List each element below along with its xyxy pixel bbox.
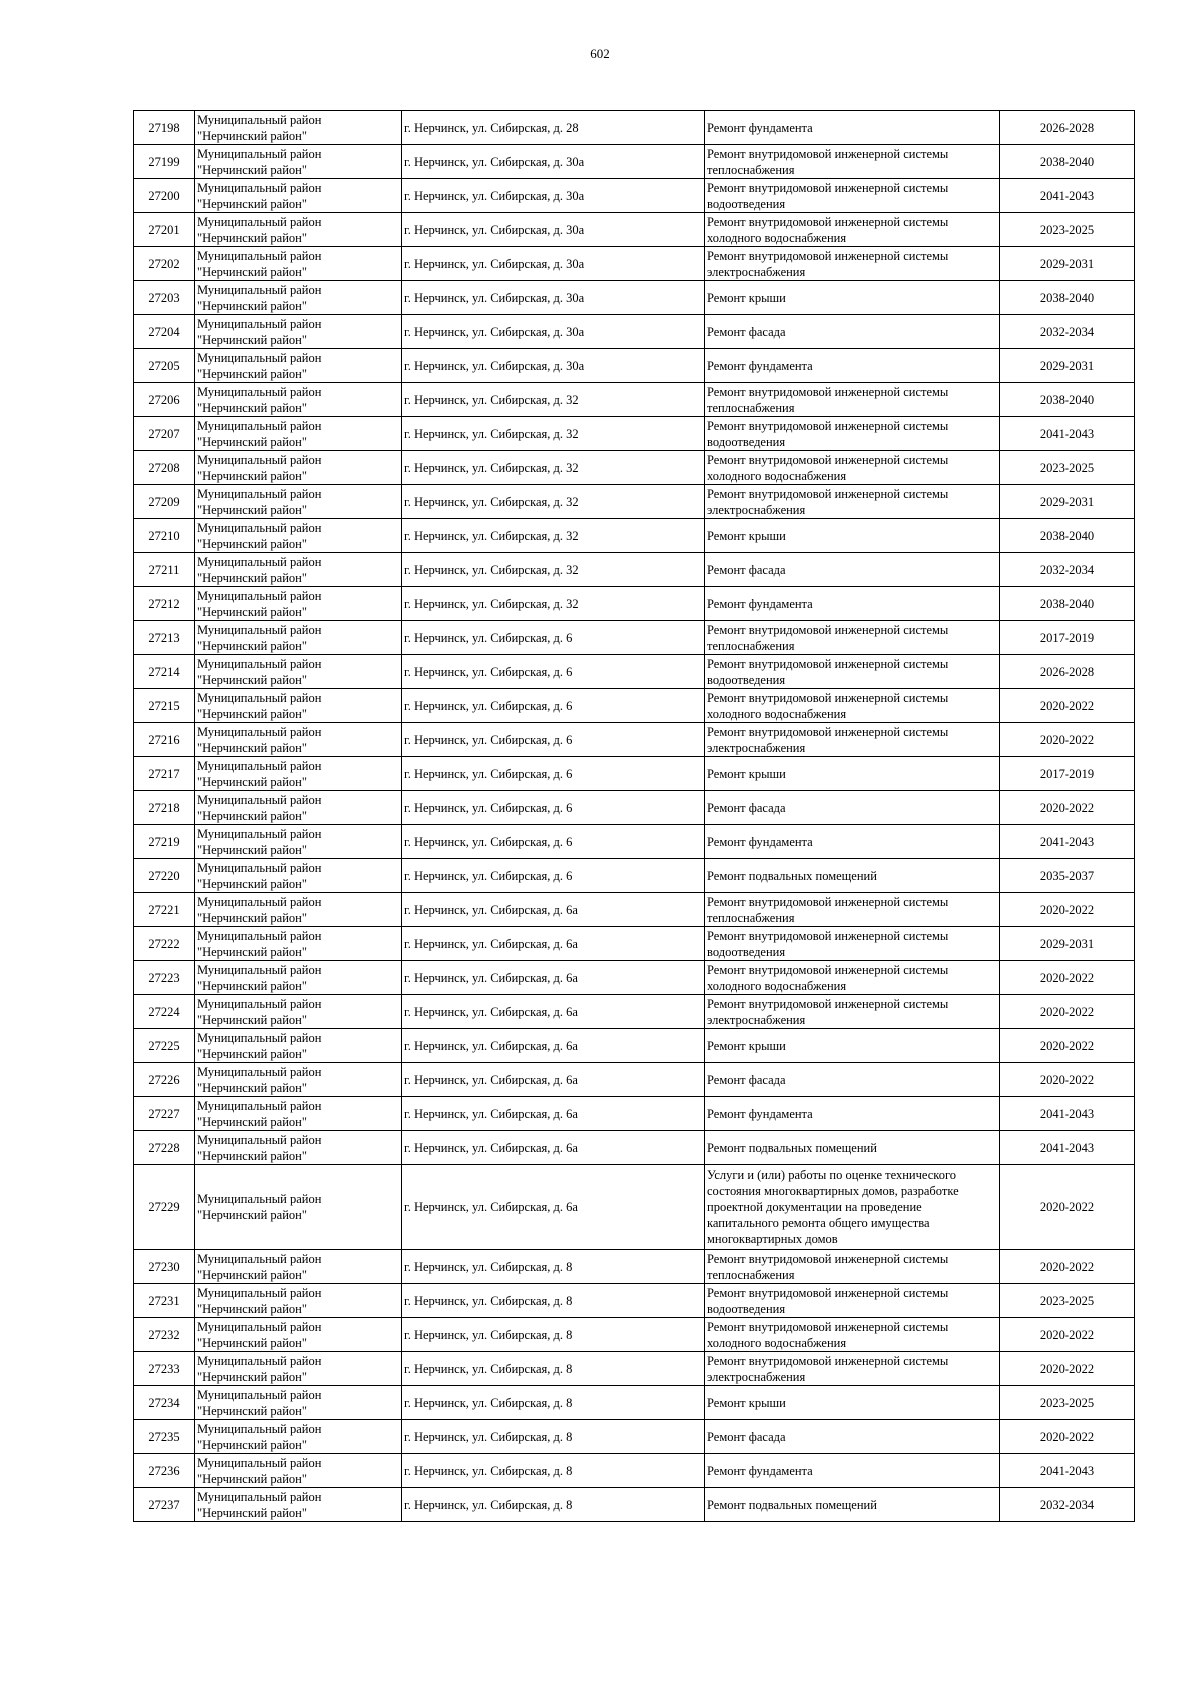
row-number-cell: 27219 xyxy=(134,825,195,859)
district-cell: Муниципальный район "Нерчинский район" xyxy=(195,723,402,757)
table-row xyxy=(134,893,1135,927)
period-cell: 2041-2043 xyxy=(1000,179,1135,213)
work-type-cell: Ремонт крыши xyxy=(705,1029,1000,1063)
address-cell: г. Нерчинск, ул. Сибирская, д. 6а xyxy=(402,1029,705,1063)
work-type-cell: Ремонт фасада xyxy=(705,791,1000,825)
period-cell: 2023-2025 xyxy=(1000,213,1135,247)
address-cell: г. Нерчинск, ул. Сибирская, д. 32 xyxy=(402,519,705,553)
work-type-cell: Ремонт внутридомовой инженерной системы электроснабжения xyxy=(705,723,1000,757)
row-number-cell: 27233 xyxy=(134,1352,195,1386)
address-cell: г. Нерчинск, ул. Сибирская, д. 6а xyxy=(402,1165,705,1250)
table-row xyxy=(134,111,1135,145)
district-cell: Муниципальный район "Нерчинский район" xyxy=(195,145,402,179)
table-row xyxy=(134,961,1135,995)
table-row xyxy=(134,791,1135,825)
period-cell: 2020-2022 xyxy=(1000,893,1135,927)
period-cell: 2029-2031 xyxy=(1000,247,1135,281)
period-cell: 2026-2028 xyxy=(1000,655,1135,689)
work-type-cell: Ремонт внутридомовой инженерной системы водоотведения xyxy=(705,655,1000,689)
district-cell: Муниципальный район "Нерчинский район" xyxy=(195,825,402,859)
row-number-cell: 27228 xyxy=(134,1131,195,1165)
table-row xyxy=(134,179,1135,213)
work-type-cell: Ремонт внутридомовой инженерной системы водоотведения xyxy=(705,417,1000,451)
address-cell: г. Нерчинск, ул. Сибирская, д. 6 xyxy=(402,859,705,893)
table-row xyxy=(134,1063,1135,1097)
work-type-cell: Ремонт внутридомовой инженерной системы теплоснабжения xyxy=(705,145,1000,179)
address-cell: г. Нерчинск, ул. Сибирская, д. 8 xyxy=(402,1318,705,1352)
row-number-cell: 27220 xyxy=(134,859,195,893)
work-type-cell: Ремонт крыши xyxy=(705,519,1000,553)
district-cell: Муниципальный район "Нерчинский район" xyxy=(195,859,402,893)
address-cell: г. Нерчинск, ул. Сибирская, д. 8 xyxy=(402,1386,705,1420)
table-row xyxy=(134,927,1135,961)
period-cell: 2032-2034 xyxy=(1000,553,1135,587)
district-cell: Муниципальный район "Нерчинский район" xyxy=(195,281,402,315)
district-cell: Муниципальный район "Нерчинский район" xyxy=(195,1029,402,1063)
address-cell: г. Нерчинск, ул. Сибирская, д. 8 xyxy=(402,1250,705,1284)
district-cell: Муниципальный район "Нерчинский район" xyxy=(195,791,402,825)
district-cell: Муниципальный район "Нерчинский район" xyxy=(195,179,402,213)
table-row xyxy=(134,689,1135,723)
period-cell: 2020-2022 xyxy=(1000,791,1135,825)
district-cell: Муниципальный район "Нерчинский район" xyxy=(195,1250,402,1284)
work-type-cell: Ремонт внутридомовой инженерной системы электроснабжения xyxy=(705,1352,1000,1386)
period-cell: 2041-2043 xyxy=(1000,825,1135,859)
table-row xyxy=(134,995,1135,1029)
address-cell: г. Нерчинск, ул. Сибирская, д. 6а xyxy=(402,961,705,995)
address-cell: г. Нерчинск, ул. Сибирская, д. 30а xyxy=(402,281,705,315)
work-type-cell: Ремонт крыши xyxy=(705,281,1000,315)
table-row xyxy=(134,383,1135,417)
row-number-cell: 27210 xyxy=(134,519,195,553)
table-row xyxy=(134,757,1135,791)
district-cell: Муниципальный район "Нерчинский район" xyxy=(195,1318,402,1352)
row-number-cell: 27203 xyxy=(134,281,195,315)
work-type-cell: Ремонт внутридомовой инженерной системы водоотведения xyxy=(705,927,1000,961)
row-number-cell: 27223 xyxy=(134,961,195,995)
period-cell: 2020-2022 xyxy=(1000,1063,1135,1097)
work-type-cell: Ремонт фундамента xyxy=(705,825,1000,859)
district-cell: Муниципальный район "Нерчинский район" xyxy=(195,1165,402,1250)
period-cell: 2035-2037 xyxy=(1000,859,1135,893)
work-type-cell: Ремонт фасада xyxy=(705,315,1000,349)
work-type-cell: Ремонт внутридомовой инженерной системы теплоснабжения xyxy=(705,893,1000,927)
table-row xyxy=(134,825,1135,859)
table-row xyxy=(134,1488,1135,1522)
address-cell: г. Нерчинск, ул. Сибирская, д. 30а xyxy=(402,315,705,349)
address-cell: г. Нерчинск, ул. Сибирская, д. 8 xyxy=(402,1454,705,1488)
address-cell: г. Нерчинск, ул. Сибирская, д. 32 xyxy=(402,587,705,621)
district-cell: Муниципальный район "Нерчинский район" xyxy=(195,587,402,621)
address-cell: г. Нерчинск, ул. Сибирская, д. 32 xyxy=(402,417,705,451)
work-type-cell: Ремонт внутридомовой инженерной системы холодного водоснабжения xyxy=(705,451,1000,485)
address-cell: г. Нерчинск, ул. Сибирская, д. 6 xyxy=(402,723,705,757)
district-cell: Муниципальный район "Нерчинский район" xyxy=(195,961,402,995)
table-row xyxy=(134,655,1135,689)
capital-repair-table xyxy=(133,110,1135,1522)
district-cell: Муниципальный район "Нерчинский район" xyxy=(195,417,402,451)
work-type-cell: Ремонт внутридомовой инженерной системы электроснабжения xyxy=(705,995,1000,1029)
period-cell: 2038-2040 xyxy=(1000,587,1135,621)
page-number: 602 xyxy=(590,46,610,61)
address-cell: г. Нерчинск, ул. Сибирская, д. 6а xyxy=(402,1131,705,1165)
period-cell: 2038-2040 xyxy=(1000,281,1135,315)
table-row xyxy=(134,485,1135,519)
period-cell: 2026-2028 xyxy=(1000,111,1135,145)
work-type-cell: Ремонт внутридомовой инженерной системы холодного водоснабжения xyxy=(705,689,1000,723)
address-cell: г. Нерчинск, ул. Сибирская, д. 32 xyxy=(402,451,705,485)
table-row xyxy=(134,417,1135,451)
district-cell: Муниципальный район "Нерчинский район" xyxy=(195,757,402,791)
district-cell: Муниципальный район "Нерчинский район" xyxy=(195,451,402,485)
table-row xyxy=(134,1318,1135,1352)
row-number-cell: 27208 xyxy=(134,451,195,485)
table-body xyxy=(134,111,1135,1522)
row-number-cell: 27201 xyxy=(134,213,195,247)
period-cell: 2023-2025 xyxy=(1000,451,1135,485)
row-number-cell: 27224 xyxy=(134,995,195,1029)
row-number-cell: 27218 xyxy=(134,791,195,825)
row-number-cell: 27215 xyxy=(134,689,195,723)
row-number-cell: 27216 xyxy=(134,723,195,757)
district-cell: Муниципальный район "Нерчинский район" xyxy=(195,247,402,281)
table-row xyxy=(134,281,1135,315)
address-cell: г. Нерчинск, ул. Сибирская, д. 8 xyxy=(402,1284,705,1318)
table-row xyxy=(134,1352,1135,1386)
row-number-cell: 27222 xyxy=(134,927,195,961)
period-cell: 2032-2034 xyxy=(1000,315,1135,349)
district-cell: Муниципальный район "Нерчинский район" xyxy=(195,111,402,145)
work-type-cell: Ремонт внутридомовой инженерной системы электроснабжения xyxy=(705,485,1000,519)
address-cell: г. Нерчинск, ул. Сибирская, д. 6а xyxy=(402,1097,705,1131)
district-cell: Муниципальный район "Нерчинский район" xyxy=(195,1352,402,1386)
address-cell: г. Нерчинск, ул. Сибирская, д. 6а xyxy=(402,1063,705,1097)
row-number-cell: 27217 xyxy=(134,757,195,791)
period-cell: 2017-2019 xyxy=(1000,757,1135,791)
row-number-cell: 27214 xyxy=(134,655,195,689)
period-cell: 2029-2031 xyxy=(1000,927,1135,961)
table-row xyxy=(134,1029,1135,1063)
address-cell: г. Нерчинск, ул. Сибирская, д. 6а xyxy=(402,927,705,961)
district-cell: Муниципальный район "Нерчинский район" xyxy=(195,995,402,1029)
work-type-cell: Ремонт подвальных помещений xyxy=(705,1488,1000,1522)
work-type-cell: Ремонт крыши xyxy=(705,757,1000,791)
table-row xyxy=(134,519,1135,553)
work-type-cell: Ремонт внутридомовой инженерной системы теплоснабжения xyxy=(705,383,1000,417)
address-cell: г. Нерчинск, ул. Сибирская, д. 30а xyxy=(402,247,705,281)
work-type-cell: Ремонт фундамента xyxy=(705,587,1000,621)
period-cell: 2020-2022 xyxy=(1000,723,1135,757)
work-type-cell: Ремонт внутридомовой инженерной системы холодного водоснабжения xyxy=(705,961,1000,995)
period-cell: 2020-2022 xyxy=(1000,1029,1135,1063)
work-type-cell: Ремонт внутридомовой инженерной системы водоотведения xyxy=(705,179,1000,213)
district-cell: Муниципальный район "Нерчинский район" xyxy=(195,1131,402,1165)
address-cell: г. Нерчинск, ул. Сибирская, д. 30а xyxy=(402,349,705,383)
district-cell: Муниципальный район "Нерчинский район" xyxy=(195,1284,402,1318)
row-number-cell: 27198 xyxy=(134,111,195,145)
table-row xyxy=(134,1454,1135,1488)
row-number-cell: 27229 xyxy=(134,1165,195,1250)
table-row xyxy=(134,859,1135,893)
row-number-cell: 27235 xyxy=(134,1420,195,1454)
row-number-cell: 27232 xyxy=(134,1318,195,1352)
work-type-cell: Услуги и (или) работы по оценке технического состояния многоквартирных домов, разработке проектной документации на проведение капитального ремонта общего имущества многоквартирных домов xyxy=(705,1165,1000,1250)
table-row xyxy=(134,587,1135,621)
work-type-cell: Ремонт фундамента xyxy=(705,1454,1000,1488)
row-number-cell: 27213 xyxy=(134,621,195,655)
period-cell: 2020-2022 xyxy=(1000,1420,1135,1454)
table-row xyxy=(134,349,1135,383)
period-cell: 2020-2022 xyxy=(1000,1250,1135,1284)
row-number-cell: 27209 xyxy=(134,485,195,519)
period-cell: 2017-2019 xyxy=(1000,621,1135,655)
period-cell: 2041-2043 xyxy=(1000,417,1135,451)
work-type-cell: Ремонт внутридомовой инженерной системы холодного водоснабжения xyxy=(705,213,1000,247)
work-type-cell: Ремонт подвальных помещений xyxy=(705,1131,1000,1165)
table-row xyxy=(134,1284,1135,1318)
work-type-cell: Ремонт внутридомовой инженерной системы водоотведения xyxy=(705,1284,1000,1318)
row-number-cell: 27237 xyxy=(134,1488,195,1522)
district-cell: Муниципальный район "Нерчинский район" xyxy=(195,519,402,553)
district-cell: Муниципальный район "Нерчинский район" xyxy=(195,553,402,587)
row-number-cell: 27234 xyxy=(134,1386,195,1420)
district-cell: Муниципальный район "Нерчинский район" xyxy=(195,1420,402,1454)
address-cell: г. Нерчинск, ул. Сибирская, д. 32 xyxy=(402,383,705,417)
row-number-cell: 27227 xyxy=(134,1097,195,1131)
work-type-cell: Ремонт крыши xyxy=(705,1386,1000,1420)
work-type-cell: Ремонт фасада xyxy=(705,1063,1000,1097)
address-cell: г. Нерчинск, ул. Сибирская, д. 28 xyxy=(402,111,705,145)
work-type-cell: Ремонт фундамента xyxy=(705,1097,1000,1131)
row-number-cell: 27207 xyxy=(134,417,195,451)
table-row xyxy=(134,1131,1135,1165)
period-cell: 2020-2022 xyxy=(1000,1352,1135,1386)
row-number-cell: 27206 xyxy=(134,383,195,417)
work-type-cell: Ремонт фундамента xyxy=(705,349,1000,383)
work-type-cell: Ремонт фундамента xyxy=(705,111,1000,145)
table-row xyxy=(134,1386,1135,1420)
table-row xyxy=(134,1250,1135,1284)
table-row xyxy=(134,621,1135,655)
period-cell: 2020-2022 xyxy=(1000,1165,1135,1250)
address-cell: г. Нерчинск, ул. Сибирская, д. 32 xyxy=(402,485,705,519)
row-number-cell: 27230 xyxy=(134,1250,195,1284)
address-cell: г. Нерчинск, ул. Сибирская, д. 8 xyxy=(402,1352,705,1386)
table-row xyxy=(134,723,1135,757)
table-row xyxy=(134,1420,1135,1454)
district-cell: Муниципальный район "Нерчинский район" xyxy=(195,1097,402,1131)
district-cell: Муниципальный район "Нерчинский район" xyxy=(195,893,402,927)
address-cell: г. Нерчинск, ул. Сибирская, д. 6а xyxy=(402,893,705,927)
row-number-cell: 27200 xyxy=(134,179,195,213)
district-cell: Муниципальный район "Нерчинский район" xyxy=(195,1454,402,1488)
period-cell: 2020-2022 xyxy=(1000,1318,1135,1352)
address-cell: г. Нерчинск, ул. Сибирская, д. 8 xyxy=(402,1420,705,1454)
district-cell: Муниципальный район "Нерчинский район" xyxy=(195,213,402,247)
table-row xyxy=(134,1165,1135,1250)
period-cell: 2029-2031 xyxy=(1000,485,1135,519)
address-cell: г. Нерчинск, ул. Сибирская, д. 32 xyxy=(402,553,705,587)
work-type-cell: Ремонт фасада xyxy=(705,553,1000,587)
period-cell: 2038-2040 xyxy=(1000,383,1135,417)
period-cell: 2023-2025 xyxy=(1000,1284,1135,1318)
period-cell: 2020-2022 xyxy=(1000,689,1135,723)
work-type-cell: Ремонт внутридомовой инженерной системы электроснабжения xyxy=(705,247,1000,281)
district-cell: Муниципальный район "Нерчинский район" xyxy=(195,315,402,349)
period-cell: 2041-2043 xyxy=(1000,1131,1135,1165)
address-cell: г. Нерчинск, ул. Сибирская, д. 6 xyxy=(402,621,705,655)
district-cell: Муниципальный район "Нерчинский район" xyxy=(195,383,402,417)
row-number-cell: 27212 xyxy=(134,587,195,621)
address-cell: г. Нерчинск, ул. Сибирская, д. 6 xyxy=(402,757,705,791)
work-type-cell: Ремонт внутридомовой инженерной системы теплоснабжения xyxy=(705,1250,1000,1284)
row-number-cell: 27231 xyxy=(134,1284,195,1318)
district-cell: Муниципальный район "Нерчинский район" xyxy=(195,655,402,689)
address-cell: г. Нерчинск, ул. Сибирская, д. 6 xyxy=(402,791,705,825)
table-row xyxy=(134,213,1135,247)
district-cell: Муниципальный район "Нерчинский район" xyxy=(195,485,402,519)
address-cell: г. Нерчинск, ул. Сибирская, д. 8 xyxy=(402,1488,705,1522)
row-number-cell: 27236 xyxy=(134,1454,195,1488)
period-cell: 2023-2025 xyxy=(1000,1386,1135,1420)
table-row xyxy=(134,315,1135,349)
row-number-cell: 27226 xyxy=(134,1063,195,1097)
row-number-cell: 27211 xyxy=(134,553,195,587)
row-number-cell: 27225 xyxy=(134,1029,195,1063)
period-cell: 2041-2043 xyxy=(1000,1454,1135,1488)
district-cell: Муниципальный район "Нерчинский район" xyxy=(195,1488,402,1522)
table-row xyxy=(134,1097,1135,1131)
period-cell: 2029-2031 xyxy=(1000,349,1135,383)
row-number-cell: 27202 xyxy=(134,247,195,281)
address-cell: г. Нерчинск, ул. Сибирская, д. 6 xyxy=(402,689,705,723)
period-cell: 2038-2040 xyxy=(1000,145,1135,179)
district-cell: Муниципальный район "Нерчинский район" xyxy=(195,1386,402,1420)
period-cell: 2038-2040 xyxy=(1000,519,1135,553)
table-row xyxy=(134,553,1135,587)
district-cell: Муниципальный район "Нерчинский район" xyxy=(195,621,402,655)
period-cell: 2032-2034 xyxy=(1000,1488,1135,1522)
address-cell: г. Нерчинск, ул. Сибирская, д. 30а xyxy=(402,213,705,247)
district-cell: Муниципальный район "Нерчинский район" xyxy=(195,927,402,961)
period-cell: 2020-2022 xyxy=(1000,961,1135,995)
district-cell: Муниципальный район "Нерчинский район" xyxy=(195,689,402,723)
table-row xyxy=(134,247,1135,281)
address-cell: г. Нерчинск, ул. Сибирская, д. 30а xyxy=(402,179,705,213)
work-type-cell: Ремонт внутридомовой инженерной системы холодного водоснабжения xyxy=(705,1318,1000,1352)
address-cell: г. Нерчинск, ул. Сибирская, д. 6 xyxy=(402,825,705,859)
row-number-cell: 27205 xyxy=(134,349,195,383)
period-cell: 2020-2022 xyxy=(1000,995,1135,1029)
district-cell: Муниципальный район "Нерчинский район" xyxy=(195,349,402,383)
work-type-cell: Ремонт подвальных помещений xyxy=(705,859,1000,893)
period-cell: 2041-2043 xyxy=(1000,1097,1135,1131)
row-number-cell: 27221 xyxy=(134,893,195,927)
table-row xyxy=(134,451,1135,485)
work-type-cell: Ремонт фасада xyxy=(705,1420,1000,1454)
work-type-cell: Ремонт внутридомовой инженерной системы теплоснабжения xyxy=(705,621,1000,655)
row-number-cell: 27204 xyxy=(134,315,195,349)
address-cell: г. Нерчинск, ул. Сибирская, д. 30а xyxy=(402,145,705,179)
district-cell: Муниципальный район "Нерчинский район" xyxy=(195,1063,402,1097)
row-number-cell: 27199 xyxy=(134,145,195,179)
table-row xyxy=(134,145,1135,179)
address-cell: г. Нерчинск, ул. Сибирская, д. 6а xyxy=(402,995,705,1029)
address-cell: г. Нерчинск, ул. Сибирская, д. 6 xyxy=(402,655,705,689)
